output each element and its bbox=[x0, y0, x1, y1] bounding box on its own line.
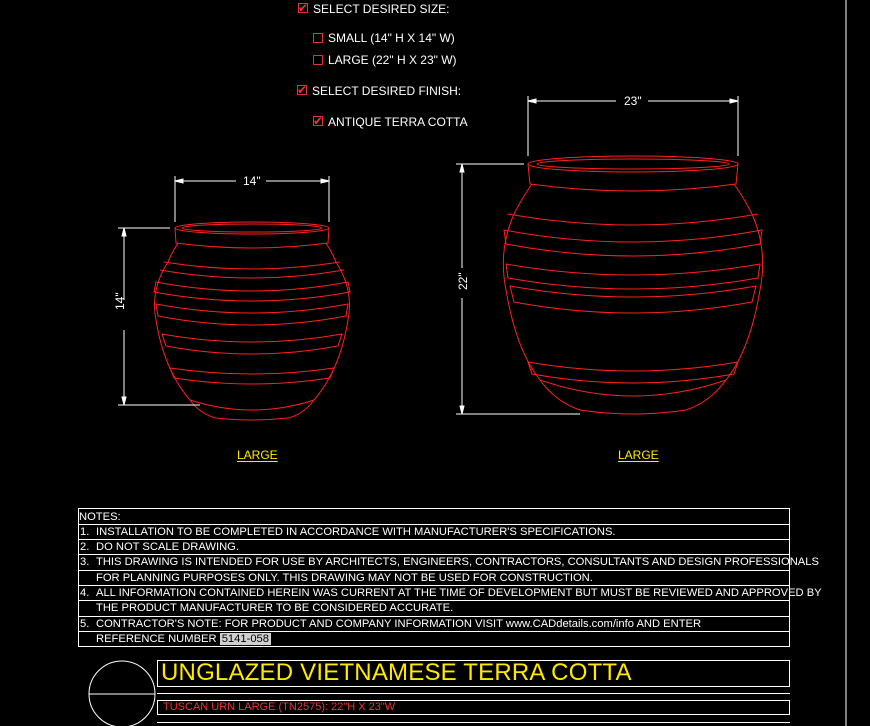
left-width-dimension: 14" bbox=[243, 174, 261, 188]
finish-antique-check-icon: ✔ bbox=[313, 114, 324, 128]
size-small-label: SMALL (14" H X 14" W) bbox=[328, 31, 455, 45]
reference-number[interactable]: 5141-058 bbox=[221, 633, 269, 645]
finish-header-checkbox[interactable] bbox=[297, 85, 307, 95]
note-4-text-line1: ALL INFORMATION CONTAINED HEREIN WAS CURRENT AT THE TIME OF DEVELOPMENT BUT MUST BE REVIEWED AND APPROVED BY bbox=[96, 587, 822, 599]
note-1-number: 1. bbox=[80, 526, 90, 538]
note-4-number: 4. bbox=[80, 587, 90, 599]
size-check-icon: ✔ bbox=[298, 1, 309, 15]
notes-header: NOTES: bbox=[79, 511, 121, 523]
note-5-text-line2 bbox=[96, 632, 271, 646]
right-view-label: LARGE bbox=[618, 448, 659, 462]
drawing-title: UNGLAZED VIETNAMESE TERRA COTTA bbox=[161, 659, 632, 686]
note-2-text: DO NOT SCALE DRAWING. bbox=[96, 541, 239, 553]
size-header-label: SELECT DESIRED SIZE: bbox=[313, 2, 450, 16]
size-small-checkbox[interactable] bbox=[313, 33, 323, 43]
drawing-subtitle: TUSCAN URN LARGE (TN2575): 22"H X 23"W bbox=[163, 701, 396, 713]
note-3-text-line2: FOR PLANNING PURPOSES ONLY. THIS DRAWING MAY NOT BE USED FOR CONSTRUCTION. bbox=[96, 572, 593, 584]
finish-antique-checkbox[interactable] bbox=[313, 116, 323, 126]
note-4-text-line2: THE PRODUCT MANUFACTURER TO BE CONSIDERED ACCURATE. bbox=[96, 602, 454, 614]
finish-check-icon: ✔ bbox=[297, 83, 308, 97]
reference-label: REFERENCE NUMBER bbox=[96, 633, 217, 645]
finish-header-label: SELECT DESIRED FINISH: bbox=[312, 84, 462, 98]
right-height-dimension: 22" bbox=[456, 272, 470, 290]
note-5-text-line1: CONTRACTOR'S NOTE: FOR PRODUCT AND COMPANY INFORMATION VISIT www.CADdetails.com/info AND ENTER bbox=[96, 618, 702, 630]
note-5-number: 5. bbox=[80, 618, 90, 630]
size-large-checkbox[interactable] bbox=[313, 55, 323, 65]
note-1-text: INSTALLATION TO BE COMPLETED IN ACCORDANCE WITH MANUFACTURER'S SPECIFICATIONS. bbox=[96, 526, 616, 538]
size-large-label: LARGE (22" H X 23" W) bbox=[328, 53, 457, 67]
note-3-text-line1: THIS DRAWING IS INTENDED FOR USE BY ARCHITECTS, ENGINEERS, CONTRACTORS, CONSULTANTS AND DESIGN PROFESSIONALS bbox=[96, 556, 819, 568]
note-2-number: 2. bbox=[80, 541, 90, 553]
finish-antique-label: ANTIQUE TERRA COTTA bbox=[328, 115, 468, 129]
size-header-checkbox[interactable] bbox=[298, 3, 308, 13]
right-width-dimension: 23" bbox=[624, 94, 642, 108]
note-3-number: 3. bbox=[80, 556, 90, 568]
left-view-label: LARGE bbox=[237, 448, 278, 462]
left-height-dimension: 14" bbox=[113, 292, 127, 310]
